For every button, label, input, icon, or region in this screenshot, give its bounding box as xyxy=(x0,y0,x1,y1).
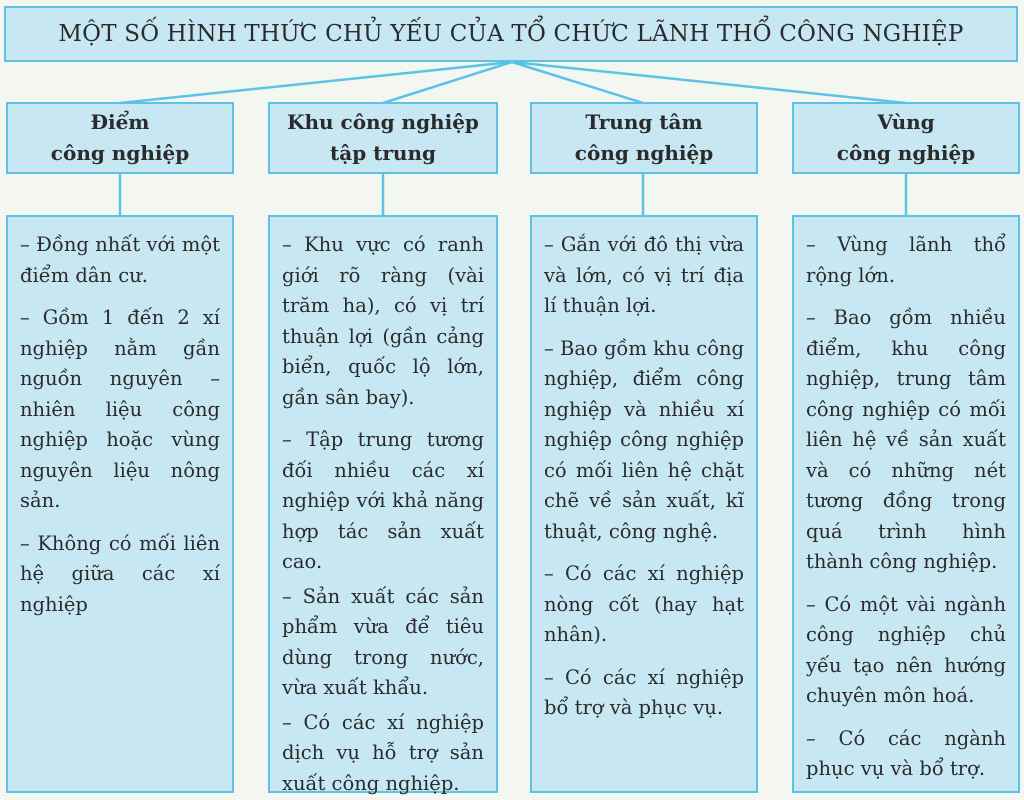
heading-vung-cong-nghiep xyxy=(792,102,1020,174)
heading-line: Vùng xyxy=(877,110,935,134)
content-khu-cong-nghiep-tap-trung xyxy=(268,215,498,793)
heading-line: tập trung xyxy=(330,141,436,165)
bullet-text: – Tập trung tương đối nhiều các xí nghiệp với khả năng hợp tác sản xuất cao. xyxy=(282,428,484,573)
bullet-text: – Sản xuất các sản phẩm vừa để tiêu dùng trong nước, vừa xuất khẩu. xyxy=(282,584,484,699)
heading-khu-cong-nghiep-tap-trung xyxy=(268,102,498,174)
heading-line: công nghiệp xyxy=(836,141,976,165)
connector-title-to-vung xyxy=(512,62,906,103)
heading-diem-cong-nghiep xyxy=(6,102,234,174)
bullet-text: – Khu vực có ranh giới rõ ràng (vài trăm ha), có vị trí thuận lợi (gần cảng biển, quốc lộ lớn, gần sân bay). xyxy=(282,233,484,409)
heading-line: Khu công nghiệp xyxy=(287,110,479,134)
bullet-text: – Gắn với đô thị vừa và lớn, có vị trí địa lí thuận lợi. xyxy=(544,233,744,317)
bullet-text: – Có các xí nghiệp bổ trợ và phục vụ. xyxy=(544,665,744,719)
bullet-text: – Bao gồm khu công nghiệp, điểm công nghiệp và nhiều xí nghiệp công nghiệp có mối liên hệ chặt chẽ về sản xuất, kĩ thuật, công nghệ. xyxy=(544,336,744,543)
heading-line: công nghiệp xyxy=(50,141,190,165)
connector-title-to-trungtam xyxy=(512,62,643,103)
bullet-text: – Vùng lãnh thổ rộng lớn. xyxy=(806,233,1006,287)
connector-title-to-diem xyxy=(120,62,512,103)
content-diem-cong-nghiep xyxy=(6,215,234,793)
bullet-text: – Có các xí nghiệp dịch vụ hỗ trợ sản xuất công nghiệp. xyxy=(282,710,484,795)
diagram-title-text: MỘT SỐ HÌNH THỨC CHỦ YẾU CỦA TỔ CHỨC LÃNH THỔ CÔNG NGHIỆP xyxy=(58,21,964,47)
heading-line: công nghiệp xyxy=(574,141,714,165)
heading-trung-tam-cong-nghiep xyxy=(530,102,758,174)
bullet-text: – Có một vài ngành công nghiệp chủ yếu tạo nên hướng chuyên môn hoá. xyxy=(806,592,1006,707)
content-vung-cong-nghiep xyxy=(792,215,1020,793)
bullet-text: – Có các xí nghiệp nòng cốt (hay hạt nhân). xyxy=(544,562,744,646)
bullet-text: – Có các ngành phục vụ và bổ trợ. xyxy=(806,726,1006,780)
bullet-text: – Đồng nhất với một điểm dân cư. xyxy=(20,233,220,287)
bullet-text: – Gồm 1 đến 2 xí nghiệp nằm gần nguồn nguyên – nhiên liệu công nghiệp hoặc vùng nguyên liệu nông sản. xyxy=(20,306,220,512)
connector-title-to-khu xyxy=(383,62,512,103)
heading-line: Trung tâm xyxy=(585,110,703,134)
heading-line: Điểm xyxy=(90,110,150,134)
content-trung-tam-cong-nghiep xyxy=(530,215,758,793)
bullet-text: – Không có mối liên hệ giữa các xí nghiệp xyxy=(20,531,220,616)
diagram-title xyxy=(4,6,1018,62)
bullet-text: – Bao gồm nhiều điểm, khu công nghiệp, trung tâm công nghiệp có mối liên hệ về sản xuất và có những nét tương đồng trong quá trình hình thành công nghiệp. xyxy=(806,306,1006,573)
